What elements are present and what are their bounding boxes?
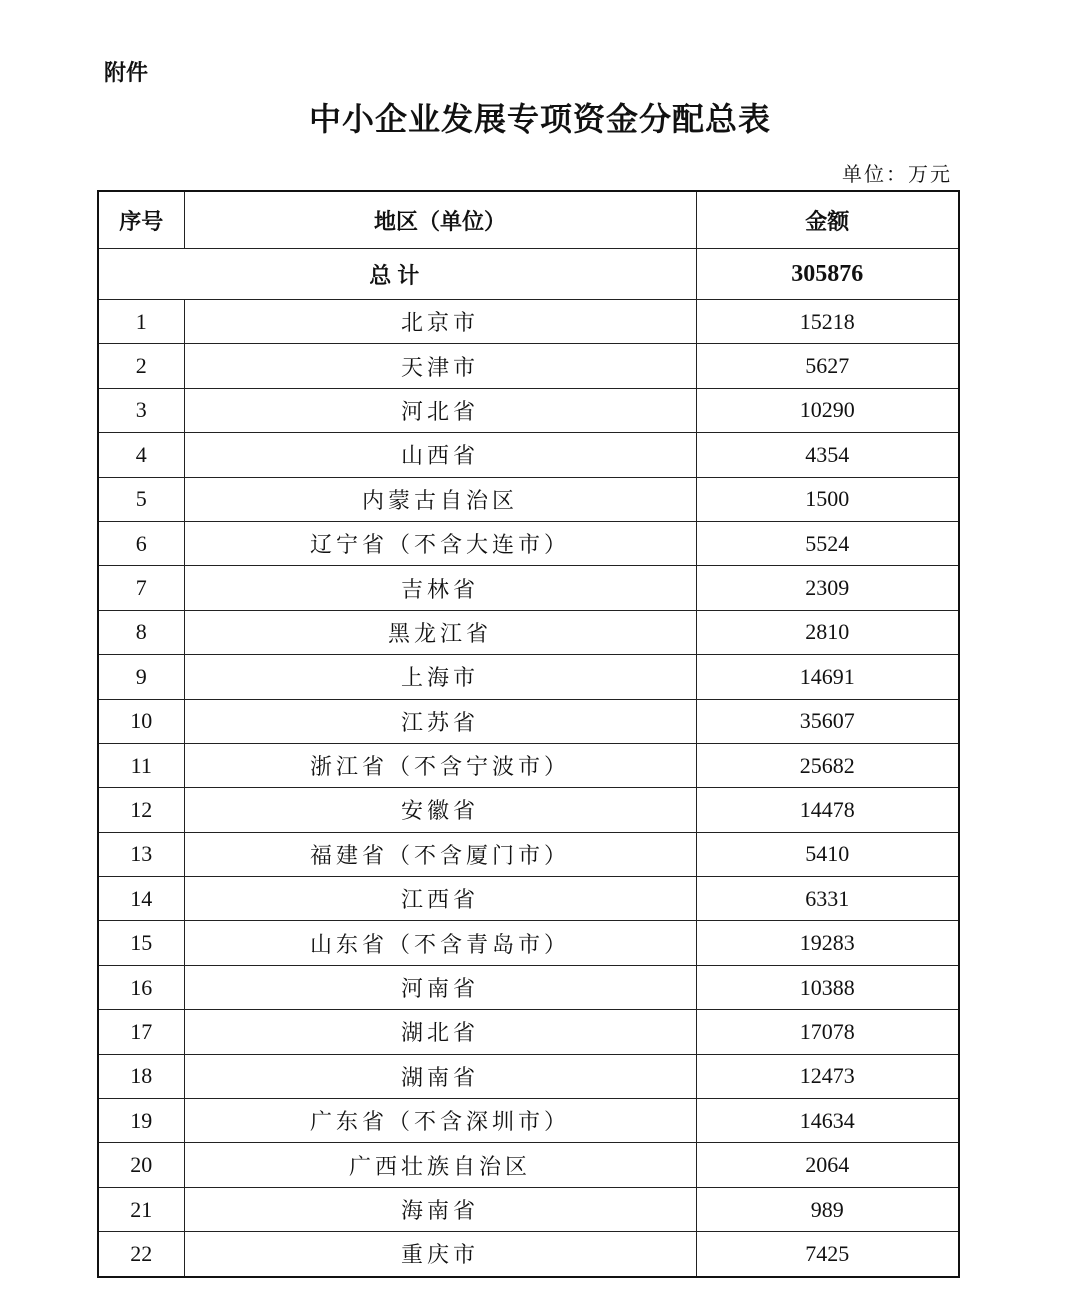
total-row — [98, 249, 959, 300]
row-amount: 15218 — [696, 300, 959, 344]
total-amount: 305876 — [696, 249, 959, 300]
table-row — [98, 477, 959, 521]
table-row — [98, 1054, 959, 1098]
row-region: 山东省（不含青岛市） — [184, 921, 696, 965]
row-region: 天津市 — [184, 344, 696, 388]
row-region: 山西省 — [184, 433, 696, 477]
column-header-amount: 金额 — [696, 191, 959, 249]
row-amount: 989 — [696, 1187, 959, 1231]
row-number: 4 — [98, 433, 184, 477]
row-region: 安徽省 — [184, 788, 696, 832]
row-number: 15 — [98, 921, 184, 965]
table-row — [98, 610, 959, 654]
table-row — [98, 877, 959, 921]
row-amount: 2309 — [696, 566, 959, 610]
table-row — [98, 699, 959, 743]
row-region: 北京市 — [184, 300, 696, 344]
table-row — [98, 1232, 959, 1277]
table-row — [98, 1143, 959, 1187]
total-label: 总计 — [98, 249, 696, 300]
row-number: 14 — [98, 877, 184, 921]
row-region: 湖南省 — [184, 1054, 696, 1098]
allocation-table — [97, 190, 960, 1278]
row-amount: 19283 — [696, 921, 959, 965]
row-amount: 12473 — [696, 1054, 959, 1098]
row-number: 1 — [98, 300, 184, 344]
row-region: 黑龙江省 — [184, 610, 696, 654]
row-number: 21 — [98, 1187, 184, 1231]
table-row — [98, 965, 959, 1009]
row-amount: 5410 — [696, 832, 959, 876]
row-number: 13 — [98, 832, 184, 876]
row-region: 广西壮族自治区 — [184, 1143, 696, 1187]
row-amount: 17078 — [696, 1010, 959, 1054]
row-amount: 14478 — [696, 788, 959, 832]
row-number: 3 — [98, 388, 184, 432]
table-row — [98, 1010, 959, 1054]
row-amount: 35607 — [696, 699, 959, 743]
row-region: 内蒙古自治区 — [184, 477, 696, 521]
row-region: 河南省 — [184, 965, 696, 1009]
table-row — [98, 344, 959, 388]
row-region: 河北省 — [184, 388, 696, 432]
page-title: 中小企业发展专项资金分配总表 — [308, 100, 771, 138]
table-header-row — [98, 191, 959, 249]
table-row — [98, 1099, 959, 1143]
row-number: 18 — [98, 1054, 184, 1098]
row-region: 吉林省 — [184, 566, 696, 610]
row-region: 上海市 — [184, 655, 696, 699]
row-number: 17 — [98, 1010, 184, 1054]
table-row — [98, 655, 959, 699]
row-number: 6 — [98, 521, 184, 565]
table-row — [98, 433, 959, 477]
row-amount: 25682 — [696, 743, 959, 787]
table-row — [98, 921, 959, 965]
column-header-region: 地区（单位） — [184, 191, 696, 249]
table-row — [98, 388, 959, 432]
table-row — [98, 566, 959, 610]
row-amount: 5627 — [696, 344, 959, 388]
row-number: 9 — [98, 655, 184, 699]
row-region: 湖北省 — [184, 1010, 696, 1054]
row-number: 5 — [98, 477, 184, 521]
table-row — [98, 521, 959, 565]
row-number: 11 — [98, 743, 184, 787]
row-amount: 2810 — [696, 610, 959, 654]
row-amount: 5524 — [696, 521, 959, 565]
row-number: 20 — [98, 1143, 184, 1187]
row-amount: 14691 — [696, 655, 959, 699]
row-number: 10 — [98, 699, 184, 743]
row-number: 12 — [98, 788, 184, 832]
row-region: 江苏省 — [184, 699, 696, 743]
row-region: 福建省（不含厦门市） — [184, 832, 696, 876]
row-amount: 7425 — [696, 1232, 959, 1277]
row-number: 8 — [98, 610, 184, 654]
table-row — [98, 743, 959, 787]
table-row — [98, 300, 959, 344]
row-region: 浙江省（不含宁波市） — [184, 743, 696, 787]
row-region: 广东省（不含深圳市） — [184, 1099, 696, 1143]
column-header-number: 序号 — [98, 191, 184, 249]
row-amount: 2064 — [696, 1143, 959, 1187]
row-amount: 14634 — [696, 1099, 959, 1143]
table-row — [98, 788, 959, 832]
row-amount: 4354 — [696, 433, 959, 477]
row-amount: 1500 — [696, 477, 959, 521]
row-region: 重庆市 — [184, 1232, 696, 1277]
row-number: 16 — [98, 965, 184, 1009]
row-number: 22 — [98, 1232, 184, 1277]
row-region: 海南省 — [184, 1187, 696, 1231]
row-amount: 10388 — [696, 965, 959, 1009]
row-number: 19 — [98, 1099, 184, 1143]
table-row — [98, 1187, 959, 1231]
row-region: 江西省 — [184, 877, 696, 921]
row-number: 7 — [98, 566, 184, 610]
row-amount: 10290 — [696, 388, 959, 432]
unit-label: 单位：万元 — [842, 162, 952, 186]
row-number: 2 — [98, 344, 184, 388]
table-row — [98, 832, 959, 876]
row-amount: 6331 — [696, 877, 959, 921]
row-region: 辽宁省（不含大连市） — [184, 521, 696, 565]
attachment-label: 附件 — [104, 61, 149, 86]
